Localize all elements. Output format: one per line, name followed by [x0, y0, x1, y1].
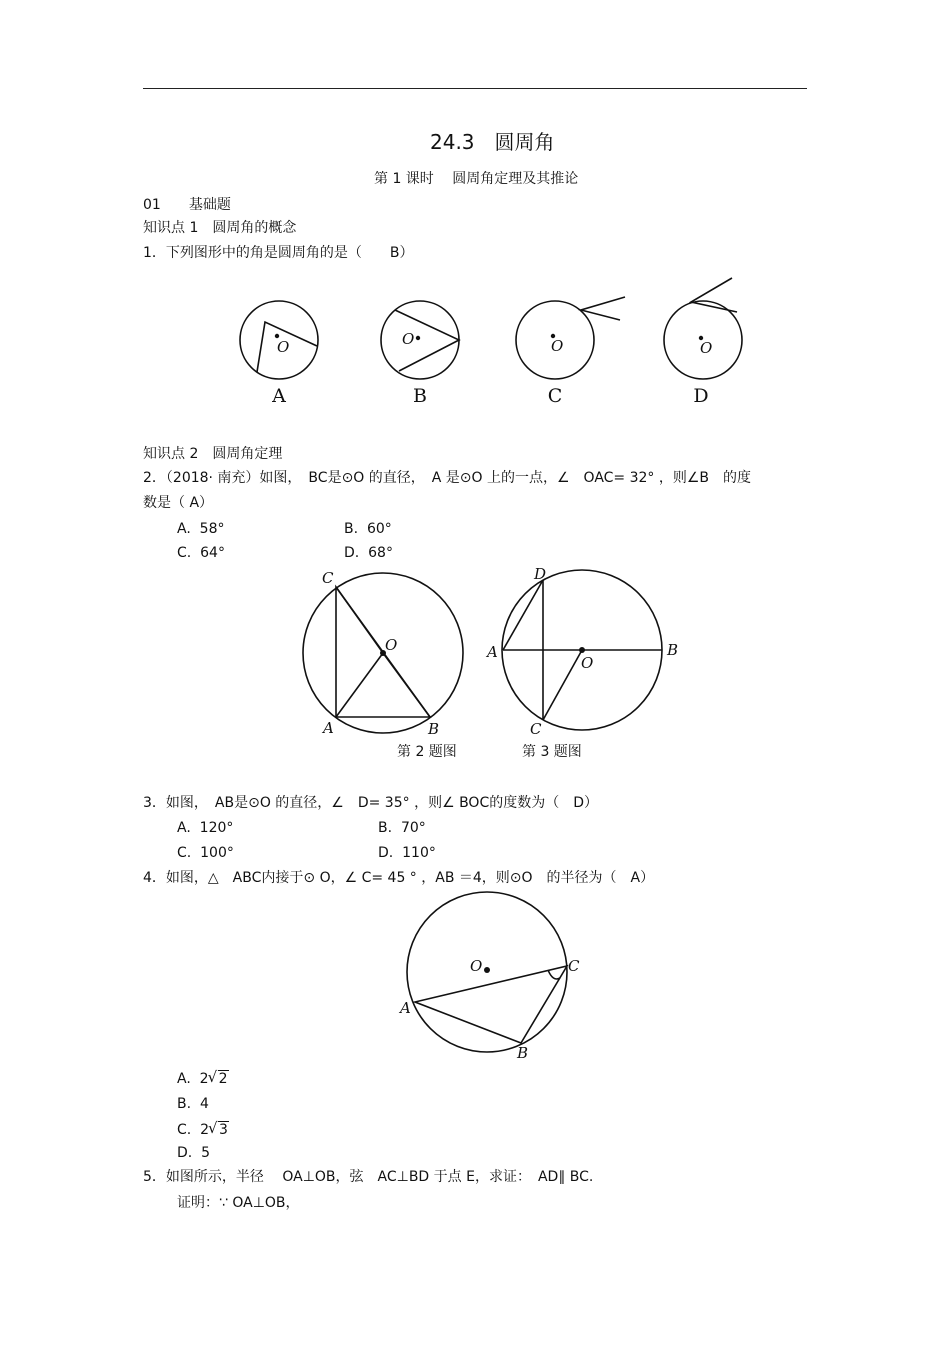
- q3-option-d: D. 110°: [378, 845, 436, 861]
- knowledge-point-1: 知识点 1 圆周角的概念: [143, 220, 297, 236]
- q3-caption: 第 3 题图: [522, 744, 582, 760]
- sqrt-symbol: √ 3: [209, 1121, 229, 1139]
- q1-option-a-label: A: [272, 385, 286, 407]
- question-4: 4．如图，△ ABC内接于⊙ O，∠ C= 45 ° ，AB ＝4，则⊙O 的半径为（ A）: [143, 870, 655, 886]
- q2-label-c: C: [322, 569, 334, 587]
- q4-option-d: D. 5: [177, 1145, 211, 1161]
- q3-label-o: O: [581, 654, 594, 672]
- sqrt-symbol: √ 2: [209, 1070, 229, 1088]
- q2-caption: 第 2 题图: [397, 744, 457, 760]
- q2-label-o: O: [385, 636, 398, 654]
- question-2-line-2: 数是（ A）: [143, 495, 214, 511]
- q1-c-center-label: O: [551, 337, 564, 355]
- q1-angle-d: [691, 278, 737, 312]
- q2-label-b: B: [428, 720, 440, 738]
- section-heading: 01 基础题: [143, 197, 231, 213]
- q1-option-d-label: D: [693, 385, 709, 407]
- question-3: 3．如图， AB是⊙O 的直径，∠ D= 35° ，则∠ BOC的度数为（ D）: [143, 795, 598, 811]
- q3-figure: [483, 565, 683, 740]
- knowledge-point-2: 知识点 2 圆周角定理: [143, 446, 283, 462]
- q1-d-center-label: O: [700, 339, 713, 357]
- q3-option-c: C. 100°: [177, 845, 234, 861]
- q4-option-a: A. 2√ 2: [177, 1070, 229, 1088]
- q4-option-b: B. 4: [177, 1096, 209, 1112]
- question-5: 5．如图所示，半径 OA⊥OB，弦 AC⊥BD 于点 E，求证： AD∥ BC.: [143, 1169, 594, 1185]
- q4-label-b: B: [517, 1044, 529, 1062]
- q3-option-b: B. 70°: [378, 820, 426, 836]
- q4-label-o: O: [470, 957, 483, 975]
- q3-label-c: C: [530, 720, 542, 738]
- q1-option-c-label: C: [547, 385, 563, 407]
- q2-option-d: D. 68°: [344, 545, 393, 561]
- q1-figures: [225, 272, 755, 412]
- q2-option-c: C. 64°: [177, 545, 225, 561]
- q4-figure: [395, 890, 595, 1065]
- q4-label-c: C: [568, 957, 580, 975]
- question-2-line-1: 2．（2018· 南充）如图， BC是⊙O 的直径， A 是⊙O 上的一点，∠ OAC= 32° ，则∠B 的度: [143, 470, 752, 486]
- q2-figure: [295, 565, 475, 740]
- q1-angle-c: [581, 297, 625, 320]
- q5-proof-start: 证明：∵ OA⊥OB，: [177, 1195, 300, 1211]
- question-1: 1．下列图形中的角是圆周角的是（ B）: [143, 245, 414, 261]
- q1-circle-b: [381, 301, 459, 379]
- page-title: 24.3 圆周角: [430, 130, 555, 154]
- q4-option-c: C. 2√ 3: [177, 1121, 229, 1139]
- lesson-subtitle: 第 1 课时 圆周角定理及其推论: [374, 171, 579, 187]
- q3-label-a: A: [487, 643, 498, 661]
- q2-option-b: B. 60°: [344, 521, 392, 537]
- q1-a-center-label: O: [277, 338, 290, 356]
- q1-option-b-label: B: [413, 385, 427, 407]
- q3-label-b: B: [667, 641, 679, 659]
- top-rule: [143, 88, 807, 89]
- q2-label-a: A: [323, 719, 334, 737]
- q3-option-a: A. 120°: [177, 820, 234, 836]
- q3-label-d: D: [534, 565, 547, 583]
- q1-b-center-label: O: [402, 330, 415, 348]
- q2-option-a: A. 58°: [177, 521, 225, 537]
- q4-label-a: A: [400, 999, 411, 1017]
